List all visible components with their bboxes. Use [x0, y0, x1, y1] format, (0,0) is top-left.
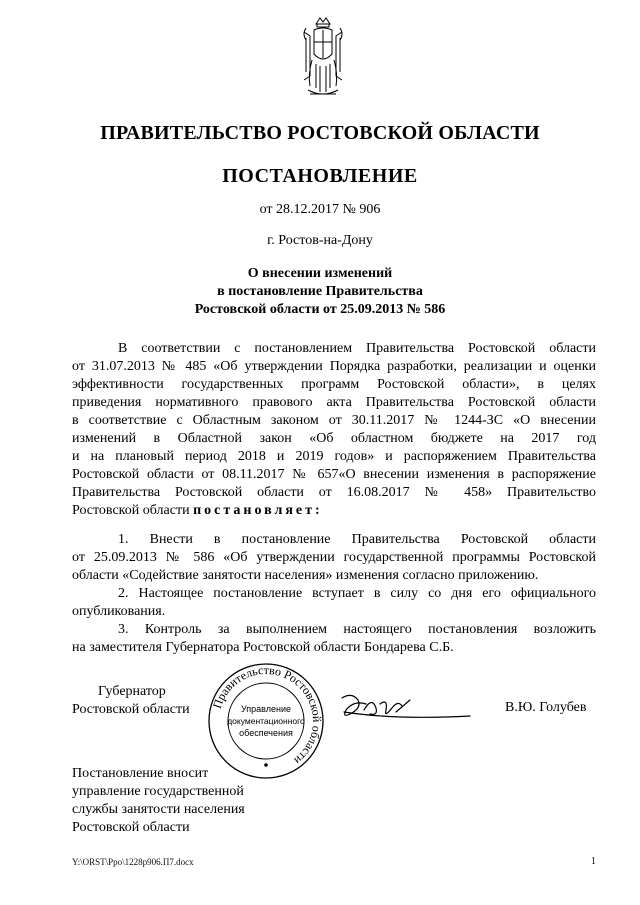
organization-title: ПРАВИТЕЛЬСТВО РОСТОВСКОЙ ОБЛАСТИ — [100, 122, 540, 144]
preamble-line: в соответствие с Областным законом от 30.11.2017 № 1244-ЗС «О внесении — [72, 413, 596, 428]
signatory-name: В.Ю. Голубев — [505, 700, 587, 715]
preamble-paragraph — [72, 340, 596, 520]
stamp-inner-line: обеспечения — [239, 728, 293, 738]
preamble-line: Правительства Ростовской области от 16.08.2017 № 458» Правительство — [72, 485, 596, 500]
contributor-line: службы занятости населения — [72, 802, 245, 817]
contributor-note — [72, 765, 245, 837]
preamble-line: и на плановый период 2018 и 2019 годов» и распоряжением Правительства — [72, 449, 596, 464]
preamble-line: приведения нормативного правового акта Правительства Ростовской области — [72, 395, 596, 410]
item-line: на заместителя Губернатора Ростовской области Бондарева С.Б. — [72, 640, 454, 655]
preamble-line: эффективности государственных программ Ростовской области», в целях — [72, 377, 596, 392]
document-date-number: от 28.12.2017 № 906 — [259, 202, 381, 217]
stamp-inner-line: документационного — [227, 716, 305, 726]
preamble-line — [72, 502, 596, 520]
document-subject — [0, 265, 640, 319]
resolution-keyword: постановляет: — [193, 503, 323, 518]
preamble-line: Ростовской области от 08.11.2017 № 657«О внесении изменения в распоряжение — [72, 467, 596, 482]
item-line: от 25.09.2013 № 586 «Об утверждении государственной программы Ростовской — [72, 550, 596, 565]
resolution-items — [72, 531, 596, 657]
preamble-line: изменений в Областной закон «Об областном бюджете на 2017 год — [72, 431, 596, 446]
file-path: Y:\ORST\Ppo\1228p906.П7.docx — [72, 857, 194, 867]
signatory-title-line: Губернатор — [98, 684, 166, 699]
item-line: 1. Внести в постановление Правительства Ростовской области — [118, 532, 596, 547]
item-line: области «Содействие занятости населения» изменения согласно приложению. — [72, 568, 539, 583]
document-type: ПОСТАНОВЛЕНИЕ — [222, 165, 418, 187]
item-line: опубликования. — [72, 604, 166, 619]
signatory-title — [72, 683, 190, 719]
contributor-line: Ростовской области — [72, 820, 190, 835]
document-city: г. Ростов-на-Дону — [267, 233, 373, 248]
subject-line: в постановление Правительства — [217, 284, 423, 299]
subject-line: Ростовской области от 25.09.2013 № 586 — [194, 302, 446, 317]
official-stamp — [207, 662, 325, 780]
item-line: 2. Настоящее постановление вступает в силу со дня его официального — [118, 586, 596, 601]
item-line: 3. Контроль за выполнением настоящего постановления возложить — [118, 622, 596, 637]
page-number: 1 — [591, 856, 596, 867]
handwritten-signature — [336, 690, 476, 730]
coat-of-arms-emblem — [296, 14, 350, 102]
preamble-line: В соответствии с постановлением Правительства Ростовской области — [118, 341, 596, 356]
preamble-end-text: Ростовской области — [72, 503, 190, 518]
signatory-title-line: Ростовской области — [72, 702, 190, 717]
contributor-line: управление государственной — [72, 784, 244, 799]
contributor-line: Постановление вносит — [72, 766, 209, 781]
subject-line: О внесении изменений — [247, 266, 393, 281]
preamble-line: от 31.07.2013 № 485 «Об утверждении Порядка разработки, реализации и оценки — [72, 359, 596, 374]
stamp-ring-text: Правительство Ростовской области — [209, 662, 325, 768]
stamp-inner-line: Управление — [240, 704, 292, 714]
